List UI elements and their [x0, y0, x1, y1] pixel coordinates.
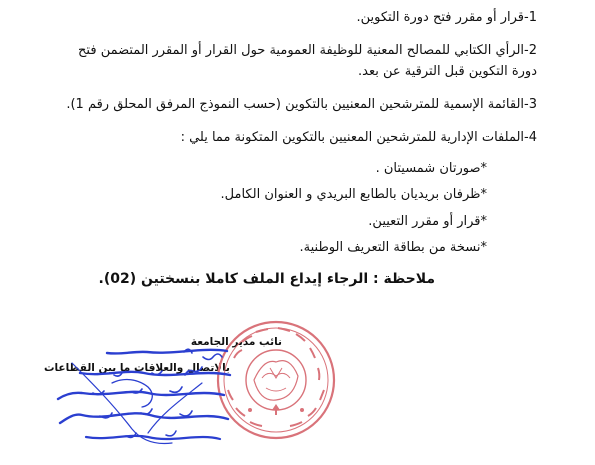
signature-title-line-1: نائب مدير الجامعة [190, 336, 282, 348]
item-2-line-2: دورة التكوين قبل الترقية عن بعد. [358, 64, 537, 79]
note: ملاحظة : الرجاء إيداع الملف كاملا بنسختين (02). [98, 271, 435, 287]
item-1-line-1: 1-قرار أو مقرر فتح دورة التكوين. [356, 10, 537, 25]
item-4-line-1: 4-الملفات الإدارية للمترشحين المعنيين بالتكوين المتكونة مما يلي : [180, 130, 537, 145]
official-stamp [214, 318, 338, 442]
sub-item-2: *ظرفان بريديان بالطابع البريدي و العنوان الكامل. [220, 187, 487, 202]
sub-item-4: *نسخة من بطاقة التعريف الوطنية. [299, 240, 487, 255]
signature-title-line-2: بالاتصال والعلاقات ما بين القطاعات [43, 362, 230, 374]
item-3-line-1: 3-القائمة الإسمية للمترشحين المعنيين بالتكوين (حسب النموذج المرفق المحلق رقم 1). [66, 97, 537, 112]
signature-stamp [52, 343, 232, 451]
sub-item-1: *صورتان شمسيتان . [375, 161, 487, 176]
sub-item-3: *قرار أو مقرر التعيين. [368, 214, 487, 229]
item-2-line-1: 2-الرأي الكتابي للمصالح المعنية للوظيفة العمومية حول القرار أو المقرر المتضمن فتح [78, 43, 537, 58]
